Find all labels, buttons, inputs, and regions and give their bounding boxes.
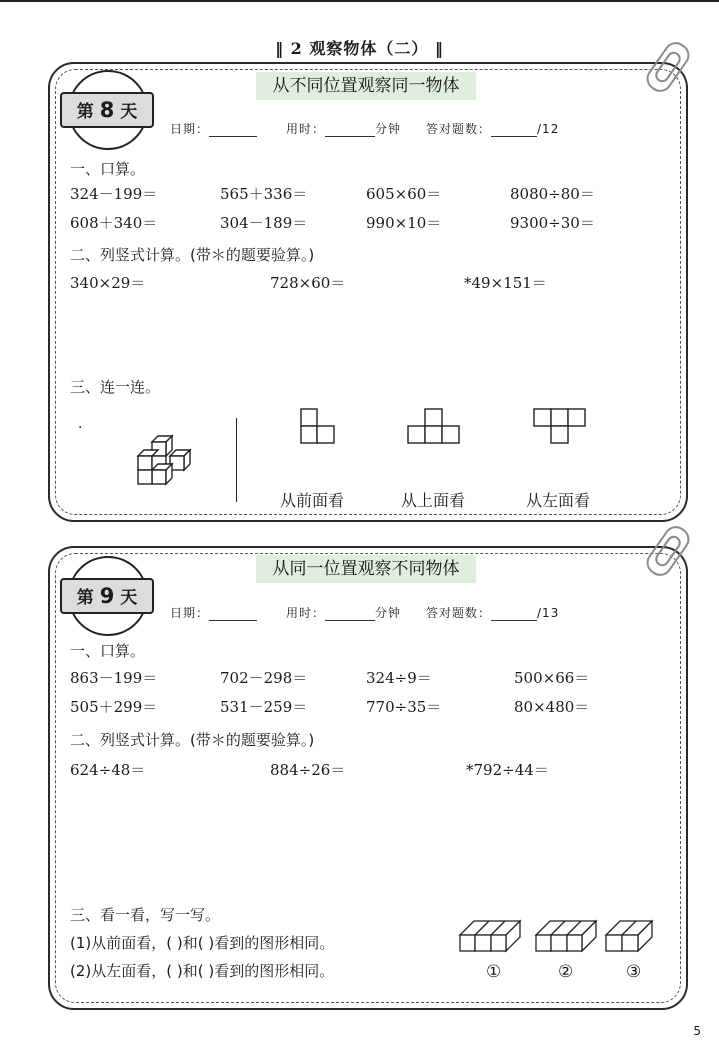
day8-mental-5: 608＋340＝ (70, 214, 158, 232)
day9-vertical-1: 624÷48＝ (70, 761, 146, 779)
day8-view-shape-2 (406, 408, 462, 444)
day9-solid-figure-3 (604, 918, 664, 954)
day9-section2-title: 二、列竖式计算。(带＊的题要验算。) (70, 731, 315, 749)
day8-view-top: 从上面看 (401, 491, 466, 510)
day9-mental-7: 770÷35＝ (366, 698, 442, 716)
day9-section1-title: 一、口算。 (70, 642, 146, 660)
day8-banner: 从不同位置观察同一物体 (256, 72, 476, 100)
day9-mental-8: 80×480＝ (514, 698, 590, 716)
day8-dot: · (78, 420, 83, 436)
day9-label-2: ② (558, 962, 574, 982)
page-header: ‖ 2 观察物体（二） ‖ (275, 39, 444, 58)
page-number: 5 (693, 1024, 701, 1038)
day8-view-front: 从前面看 (280, 491, 345, 510)
day9-section3-title: 三、看一看，写一写。 (70, 906, 221, 924)
day9-mental-1: 863－199＝ (70, 669, 158, 687)
day8-date: 日期： (170, 120, 257, 137)
day8-section3-title: 三、连一连。 (70, 378, 161, 396)
day9-mental-2: 702－298＝ (220, 669, 308, 687)
day9-banner: 从同一位置观察不同物体 (256, 555, 476, 583)
day8-time: 用时： 分钟 (286, 122, 402, 136)
day8-vertical-3: *49×151＝ (464, 274, 547, 292)
day9-time: 用时： 分钟 (286, 606, 402, 620)
day8-mental-7: 990×10＝ (366, 214, 442, 232)
day9-vertical-3: *792÷44＝ (466, 761, 549, 779)
day8-vertical-1: 340×29＝ (70, 274, 146, 292)
day9-label-3: ③ (626, 962, 642, 982)
top-rule (0, 0, 719, 2)
day9-mental-5: 505＋299＝ (70, 698, 158, 716)
day8-mental-8: 9300÷30＝ (510, 214, 595, 232)
day9-question-1: (1)从前面看，( )和( )看到的图形相同。 (70, 934, 335, 952)
day8-divider (236, 418, 237, 502)
day9-solid-figure-1 (458, 918, 524, 954)
day8-vertical-2: 728×60＝ (270, 274, 346, 292)
day8-view-left: 从左面看 (526, 491, 591, 510)
day8-section1-title: 一、口算。 (70, 160, 146, 178)
day8-badge: 第 8 天 (68, 88, 146, 130)
day9-score: 答对题数： /13 (426, 606, 560, 620)
day9-question-2: (2)从左面看，( )和( )看到的图形相同。 (70, 962, 335, 980)
day9-mental-4: 500×66＝ (514, 669, 590, 687)
day8-mental-1: 324－199＝ (70, 185, 158, 203)
day9-mental-3: 324÷9＝ (366, 669, 432, 687)
day8-view-shape-1 (300, 408, 336, 444)
day8-mental-2: 565＋336＝ (220, 185, 308, 203)
day8-solid-figure (130, 434, 200, 492)
day9-vertical-2: 884÷26＝ (270, 761, 346, 779)
day9-solid-figure-2 (534, 918, 600, 954)
day8-view-shape-3 (532, 408, 588, 444)
day8-mental-6: 304－189＝ (220, 214, 308, 232)
day8-mental-4: 8080÷80＝ (510, 185, 595, 203)
day9-label-1: ① (486, 962, 502, 982)
day9-badge: 第 9 天 (68, 574, 146, 616)
day8-score: 答对题数： /12 (426, 122, 560, 136)
day9-mental-6: 531－259＝ (220, 698, 308, 716)
day9-date: 日期： (170, 604, 257, 621)
day8-mental-3: 605×60＝ (366, 185, 442, 203)
day8-section2-title: 二、列竖式计算。(带＊的题要验算。) (70, 246, 315, 264)
